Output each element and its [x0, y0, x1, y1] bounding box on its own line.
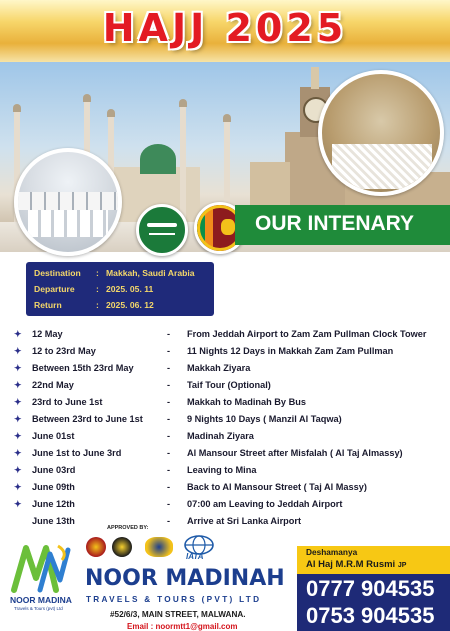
itinerary-description: 9 Nights 10 Days ( Manzil Al Taqwa)	[187, 414, 342, 424]
itinerary-description: Arrive at Sri Lanka Airport	[187, 516, 302, 526]
itinerary-date: 12 May	[32, 329, 63, 339]
company-logo	[10, 540, 76, 614]
itinerary-description: 07:00 am Leaving to Jeddah Airport	[187, 499, 343, 509]
itinerary-row	[0, 414, 450, 430]
itinerary-date: June 12th	[32, 499, 75, 509]
itinerary-description: Makkah to Madinah By Bus	[187, 397, 306, 407]
star-bullet-icon: ✦	[14, 363, 22, 373]
itinerary-description: Back to Al Mansour Street ( Taj Al Massy)	[187, 482, 367, 492]
itinerary-banner-text: OUR INTENARY	[255, 212, 415, 235]
destination-value: Makkah, Saudi Arabia	[106, 268, 195, 278]
itinerary-dash: -	[167, 448, 171, 458]
itinerary-date: June 09th	[32, 482, 75, 492]
contact-suffix: JP	[397, 562, 407, 569]
itinerary-date: 12 to 23rd May	[32, 346, 96, 356]
phone-number[interactable]: 0753 904535	[306, 603, 435, 628]
departure-row	[34, 284, 153, 294]
itinerary-description: From Jeddah Airport to Zam Zam Pullman Clock Tower	[187, 329, 427, 339]
itinerary-dash: -	[167, 431, 171, 441]
contact-title: Deshamanya	[306, 547, 358, 557]
itinerary-row	[0, 431, 450, 447]
itinerary-description: Leaving to Mina	[187, 465, 257, 475]
itinerary-date: 23rd to June 1st	[32, 397, 103, 407]
itinerary-dash: -	[167, 346, 171, 356]
itinerary-dash: -	[167, 465, 171, 475]
itinerary-description: Taif Tour (Optional)	[187, 380, 271, 390]
company-address: #52/6/3, MAIN STREET, MALWANA.	[110, 610, 246, 619]
tents-photo	[14, 148, 122, 256]
star-bullet-icon: ✦	[14, 380, 22, 390]
separator: :	[96, 284, 99, 294]
religious-affairs-emblem-icon	[145, 537, 173, 557]
phone-number[interactable]: 0777 904535	[306, 576, 435, 601]
star-bullet-icon: ✦	[14, 448, 22, 458]
separator: :	[96, 268, 99, 278]
itinerary-dash: -	[167, 397, 171, 407]
return-row	[34, 300, 154, 310]
logo-text: NOOR MADINA	[10, 595, 72, 605]
star-bullet-icon: ✦	[14, 499, 22, 509]
company-subtitle: TRAVELS & TOURS (PVT) LTD	[86, 595, 262, 604]
itinerary-row	[0, 448, 450, 464]
itinerary-date: Between 23rd to June 1st	[32, 414, 143, 424]
itinerary-row	[0, 329, 450, 345]
star-bullet-icon: ✦	[14, 397, 22, 407]
sri-lanka-emblem-icon	[86, 537, 106, 557]
itinerary-row	[0, 482, 450, 498]
itinerary-description: Makkah Ziyara	[187, 363, 251, 373]
itinerary-date: June 01st	[32, 431, 75, 441]
itinerary-description: 11 Nights 12 Days in Makkah Zam Zam Pullman	[187, 346, 394, 356]
approved-by-label: APPROVED BY:	[107, 525, 149, 531]
itinerary-dash: -	[167, 363, 171, 373]
arafat-photo	[318, 70, 444, 196]
departure-value: 2025. 05. 11	[106, 284, 154, 294]
itinerary-date: Between 15th 23rd May	[32, 363, 134, 373]
itinerary-row	[0, 516, 450, 532]
separator: :	[96, 300, 99, 310]
company-name: NOOR MADINAH	[85, 566, 285, 591]
contact-name: Al Haj M.R.M Rusmi	[306, 559, 396, 570]
return-label: Return	[34, 300, 62, 310]
itinerary-date: June 13th	[32, 516, 75, 526]
itinerary-dash: -	[167, 414, 171, 424]
itinerary-row	[0, 346, 450, 362]
itinerary-row	[0, 380, 450, 396]
itinerary-description: Madinah Ziyara	[187, 431, 254, 441]
hajj-committee-emblem-icon	[112, 537, 132, 557]
star-bullet-icon: ✦	[14, 431, 22, 441]
star-bullet-icon: ✦	[14, 465, 22, 475]
itinerary-row	[0, 499, 450, 515]
itinerary-date: June 03rd	[32, 465, 76, 475]
itinerary-dash: -	[167, 329, 171, 339]
iata-text: IATA	[186, 552, 204, 561]
nm-logo-icon	[10, 540, 76, 598]
itinerary-row	[0, 397, 450, 413]
saudi-flag-icon	[136, 204, 188, 256]
company-email: Email : noormtt1@gmail.com	[127, 622, 238, 631]
star-bullet-icon: ✦	[14, 482, 22, 492]
return-value: 2025. 06. 12	[106, 300, 154, 310]
itinerary-dash: -	[167, 380, 171, 390]
departure-label: Departure	[34, 284, 75, 294]
contact-name-row	[306, 559, 406, 570]
page-title: HAJJ 2025	[102, 6, 348, 50]
itinerary-dash: -	[167, 499, 171, 509]
itinerary-date: 22nd May	[32, 380, 74, 390]
itinerary-date: June 1st to June 3rd	[32, 448, 122, 458]
itinerary-dash: -	[167, 516, 171, 526]
logo-subtext: Travels & Tours (pvt) Ltd	[14, 606, 63, 611]
star-bullet-icon: ✦	[14, 329, 22, 339]
destination-label: Destination	[34, 268, 81, 278]
star-bullet-icon: ✦	[14, 414, 22, 424]
destination-row	[34, 268, 195, 278]
star-bullet-icon: ✦	[14, 346, 22, 356]
itinerary-row	[0, 363, 450, 379]
itinerary-dash: -	[167, 482, 171, 492]
itinerary-description: Al Mansour Street after Misfalah ( Al Taj Almassy)	[187, 448, 403, 458]
itinerary-row	[0, 465, 450, 481]
iata-logo	[183, 535, 215, 561]
